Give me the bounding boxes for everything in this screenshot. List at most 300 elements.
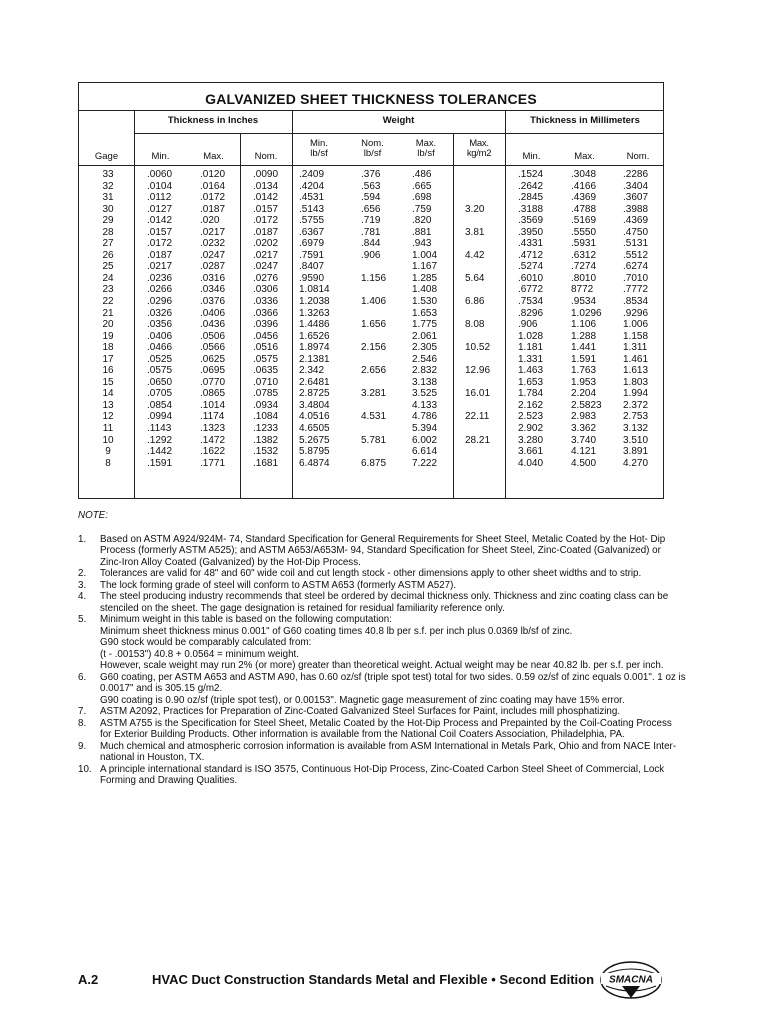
table-cell: .0090 <box>253 169 279 180</box>
table-cell: 3.4804 <box>299 399 330 411</box>
note-line: Tolerances are valid for 48" and 60" wide coil and cut length stock - other dimensions apply to other sheet widths and to strip. <box>100 568 642 579</box>
table-cell: 9 <box>105 446 111 458</box>
table-cell: .0436 <box>200 319 226 331</box>
table-cell: .4369 <box>571 192 597 204</box>
table-cell: 12 <box>102 411 114 423</box>
table-cell: 13 <box>102 399 114 411</box>
table-cell: 8.08 <box>465 319 485 331</box>
table-cell: .0276 <box>253 272 279 284</box>
table-cell: 3.510 <box>623 434 649 446</box>
table-cell: .8534 <box>623 296 649 308</box>
table-cell: .0127 <box>147 203 173 215</box>
table-cell: .5550 <box>571 226 597 238</box>
table-cell: 1.3263 <box>299 307 330 319</box>
table-cell: 23 <box>102 284 114 296</box>
group-header-weight: Weight <box>382 115 415 126</box>
table-cell: 2.6481 <box>299 376 330 388</box>
table-cell: .1442 <box>147 446 173 458</box>
column-weight-max-kg <box>465 169 505 469</box>
table-cell: 1.656 <box>361 319 387 331</box>
note-item <box>78 706 698 718</box>
table-cell: .1771 <box>200 457 226 469</box>
col-header-in-max: Max. <box>203 151 224 162</box>
table-cell: .0770 <box>200 376 226 388</box>
table-cell: 1.775 <box>412 319 438 331</box>
table-cell: 6.4874 <box>299 457 330 469</box>
table-cell <box>465 284 505 296</box>
thickness-table <box>78 82 664 499</box>
note-item <box>78 672 698 707</box>
table-cell: .0854 <box>147 399 173 411</box>
table-cell: 1.408 <box>412 284 438 296</box>
table-cell: .1681 <box>253 457 279 469</box>
table-cell: .0525 <box>147 353 173 365</box>
table-cell: 1.331 <box>518 353 544 365</box>
col-header-mm-nom: Nom. <box>626 151 650 162</box>
table-cell: .5931 <box>571 238 597 250</box>
table-cell: .0217 <box>147 261 173 273</box>
table-cell: .4369 <box>623 215 649 227</box>
table-cell: .9296 <box>623 307 649 319</box>
col-header-w-min <box>292 139 346 159</box>
table-cell: .0232 <box>200 238 226 250</box>
notes-section <box>78 510 698 787</box>
table-cell: .1233 <box>253 423 279 435</box>
table-cell: .0187 <box>253 226 279 238</box>
column-in-max <box>200 169 240 469</box>
column-mm-nom <box>623 169 665 469</box>
col-header-mm-max: Max. <box>574 151 595 162</box>
col-header-w-nom-line2: lb/sf <box>363 148 382 159</box>
table-cell: 8772 <box>571 284 594 296</box>
table-cell <box>465 215 505 227</box>
table-cell: 2.156 <box>361 342 387 354</box>
table-cell: 2.204 <box>571 388 597 400</box>
column-in-min <box>147 169 187 469</box>
note-item <box>78 741 698 764</box>
table-cell <box>361 354 399 366</box>
table-cell: .1014 <box>200 399 226 411</box>
table-cell: .0635 <box>253 365 279 377</box>
table-cell: .0376 <box>200 296 226 308</box>
table-cell: .0396 <box>253 319 279 331</box>
note-item <box>78 568 698 580</box>
table-cell: 2.5823 <box>571 399 602 411</box>
table-cell: .3988 <box>623 203 649 215</box>
col-header-w-nom <box>346 139 399 159</box>
table-cell: .0575 <box>147 365 173 377</box>
table-cell: .6979 <box>299 238 325 250</box>
table-cell: .759 <box>412 203 432 215</box>
table-cell: .3188 <box>518 203 544 215</box>
table-cell: .7534 <box>518 296 544 308</box>
table-cell: .0164 <box>200 180 226 192</box>
table-cell: 7.222 <box>412 457 438 469</box>
table-cell: 21 <box>102 307 114 319</box>
table-cell: .0994 <box>147 411 173 423</box>
table-cell: 4.270 <box>623 457 649 469</box>
table-cell: 1.653 <box>412 307 438 319</box>
table-cell: 5.781 <box>361 434 387 446</box>
table-cell: 3.20 <box>465 203 485 215</box>
table-cell <box>361 284 399 296</box>
table-cell: .0366 <box>253 307 279 319</box>
table-cell: .0710 <box>253 376 279 388</box>
table-cell: 2.162 <box>518 399 544 411</box>
table-cell <box>465 423 505 435</box>
table-cell: 1.994 <box>623 388 649 400</box>
note-line: Much chemical and atmospheric corrosion information is available from ASM International in Metals Park, Ohio and from NACE Inter- <box>100 740 677 752</box>
col-divider <box>505 110 506 498</box>
table-cell: .1591 <box>147 457 173 469</box>
table-cell: .6772 <box>518 284 544 296</box>
table-cell: 27 <box>102 238 114 250</box>
table-cell: .7274 <box>571 261 597 273</box>
table-cell: .7772 <box>623 284 649 296</box>
table-cell: .5169 <box>571 215 597 227</box>
col-header-w-min-line2: lb/sf <box>310 148 328 159</box>
table-cell: .563 <box>361 180 381 192</box>
table-cell: 5.2675 <box>299 434 330 446</box>
table-cell <box>361 423 399 435</box>
table-cell: .4531 <box>299 192 325 204</box>
table-cell: .2409 <box>299 169 325 180</box>
table-cell <box>465 458 505 470</box>
note-line: Zinc-Iron Alloy Coated (Galvanized) by the Hot-Dip Process. <box>100 556 361 568</box>
table-cell: .844 <box>361 238 381 250</box>
table-cell: 3.525 <box>412 388 438 400</box>
table-cell: 3.280 <box>518 434 544 446</box>
table-cell <box>465 354 505 366</box>
table-cell: 1.613 <box>623 365 649 377</box>
table-cell: .2286 <box>623 169 649 180</box>
table-cell: 3.891 <box>623 446 649 458</box>
table-cell: .7010 <box>623 272 649 284</box>
table-cell: .1472 <box>200 434 226 446</box>
note-line: The lock forming grade of steel will conform to ASTM A653 (formerly ASTM A527). <box>100 579 457 591</box>
table-cell <box>361 400 399 412</box>
table-cell: 24 <box>102 272 114 284</box>
note-line: The steel producing industry recommends that steel be ordered by decimal thickness only. Thickness and zinc coating class can be <box>100 591 669 602</box>
table-cell: 1.158 <box>623 330 649 342</box>
table-cell: .4712 <box>518 249 544 261</box>
column-weight-max <box>412 169 452 469</box>
table-cell: .0326 <box>147 307 173 319</box>
table-cell: .1084 <box>253 411 279 423</box>
table-cell: .1323 <box>200 423 226 435</box>
table-cell: .0406 <box>200 307 226 319</box>
notes-list <box>78 534 698 787</box>
note-item <box>78 591 698 614</box>
table-cell: 1.763 <box>571 365 597 377</box>
table-cell: .0104 <box>147 180 173 192</box>
note-line: Forming and Drawing Qualities. <box>100 775 238 786</box>
table-cell: .8010 <box>571 272 597 284</box>
table-cell: 1.803 <box>623 376 649 388</box>
table-cell <box>361 377 399 389</box>
table-cell: .0060 <box>147 169 173 180</box>
note-line: Minimum sheet thickness minus 0.001" of G60 coating times 40.8 lb per s.f. per inch plus 0.0369 lb/sf of zinc. <box>100 625 573 637</box>
note-line: national in Houston, TX. <box>100 752 205 763</box>
table-cell: 1.6526 <box>299 330 330 342</box>
table-cell: 1.028 <box>518 330 544 342</box>
table-cell: 17 <box>102 353 114 365</box>
note-number: 10. <box>78 763 92 775</box>
table-cell: .0506 <box>200 330 226 342</box>
table-cell: 2.902 <box>518 423 544 435</box>
table-cell: .820 <box>412 215 432 227</box>
table-cell: .698 <box>412 192 432 204</box>
notes-heading: NOTE: <box>78 510 108 521</box>
table-cell: 1.106 <box>571 319 597 331</box>
group-header-rule <box>134 133 663 134</box>
table-cell: .0142 <box>253 192 279 204</box>
table-cell: .0625 <box>200 353 226 365</box>
note-number: 9. <box>78 740 87 752</box>
note-number: 6. <box>78 671 87 683</box>
col-divider <box>453 133 454 498</box>
table-cell: 1.530 <box>412 296 438 308</box>
table-cell: 19 <box>102 330 114 342</box>
table-cell: 33 <box>102 169 114 180</box>
table-cell: .0187 <box>147 249 173 261</box>
table-cell: .020 <box>200 215 220 227</box>
table-cell: .0236 <box>147 272 173 284</box>
table-cell: .0172 <box>200 192 226 204</box>
table-cell: 3.81 <box>465 226 485 238</box>
table-cell: 4.0516 <box>299 411 330 423</box>
table-cell: .0316 <box>200 272 226 284</box>
table-cell: .5755 <box>299 215 325 227</box>
table-cell: .5512 <box>623 249 649 261</box>
table-cell: .486 <box>412 169 432 180</box>
table-cell: 2.753 <box>623 411 649 423</box>
table-cell: 11 <box>102 423 114 435</box>
page-number: A.2 <box>78 972 99 987</box>
note-line: stenciled on the sheet. The gage designation is retained for residual familiarity reference only. <box>100 602 505 614</box>
table-cell: .0172 <box>253 215 279 227</box>
table-cell: .0157 <box>253 203 279 215</box>
table-cell <box>465 181 505 193</box>
table-cell: .781 <box>361 226 381 238</box>
table-cell: 3.740 <box>571 434 597 446</box>
table-cell <box>465 169 505 181</box>
col-header-w-max <box>399 139 453 159</box>
table-cell: 22.11 <box>465 411 490 423</box>
col-header-w-maxkg-line1: Max. <box>469 138 489 149</box>
table-cell: .3404 <box>623 180 649 192</box>
table-cell: 25 <box>102 261 114 273</box>
table-cell: 2.342 <box>299 365 325 377</box>
note-line: A principle international standard is ISO 3575, Continuous Hot-Dip Process, Zinc-Coated Carbon Steel Sheet of Commercial, Lock <box>100 763 665 775</box>
table-cell: 1.591 <box>571 353 597 365</box>
column-weight-nom <box>361 169 399 469</box>
table-cell: .4204 <box>299 180 325 192</box>
table-cell: .0346 <box>200 284 226 296</box>
table-cell: 20 <box>102 319 114 331</box>
table-cell: 2.523 <box>518 411 544 423</box>
note-line: ASTM A755 is the Specification for Steel Sheet, Metalic Coated by the Hot-Dip Process and Prepainted by the Coil-Coating Process <box>100 717 672 729</box>
smacna-logo <box>598 960 664 1000</box>
table-cell <box>465 192 505 204</box>
table-cell: 30 <box>102 203 114 215</box>
table-cell: .8296 <box>518 307 544 319</box>
table-cell: 1.156 <box>361 272 387 284</box>
table-cell: 29 <box>102 215 114 227</box>
table-cell: .665 <box>412 180 432 192</box>
table-cell: 2.832 <box>412 365 438 377</box>
table-cell: 4.040 <box>518 457 544 469</box>
note-line: G90 stock would be comparably calculated from: <box>100 637 312 648</box>
table-cell: .3569 <box>518 215 544 227</box>
table-cell: .1143 <box>147 423 172 435</box>
table-cell: 10.52 <box>465 342 491 354</box>
table-cell: .0112 <box>147 192 172 204</box>
table-cell: .0202 <box>253 238 279 250</box>
table-cell: 3.281 <box>361 388 387 400</box>
table-cell: .0575 <box>253 353 279 365</box>
note-item <box>78 534 698 569</box>
col-header-w-max-line2: lb/sf <box>417 148 435 159</box>
col-header-in-nom: Nom. <box>254 151 278 162</box>
title-rule <box>79 110 663 111</box>
table-cell <box>465 308 505 320</box>
table-cell: .4166 <box>571 180 597 192</box>
table-cell: .0356 <box>147 319 173 331</box>
col-header-w-max-line1: Max. <box>415 138 437 149</box>
table-cell: .0142 <box>147 215 173 227</box>
table-cell: .6312 <box>571 249 597 261</box>
table-cell: 31 <box>102 192 114 204</box>
table-cell: 3.362 <box>571 423 597 435</box>
table-cell <box>465 331 505 343</box>
table-cell: .0406 <box>147 330 173 342</box>
note-number: 2. <box>78 568 87 579</box>
logo-lettering: SMACNA <box>609 974 653 986</box>
table-cell: 1.8974 <box>299 342 330 354</box>
table-cell <box>465 261 505 273</box>
table-cell: 1.653 <box>518 376 544 388</box>
col-header-gage: Gage <box>94 151 119 162</box>
note-number: 8. <box>78 717 87 729</box>
column-mm-max <box>571 169 611 469</box>
table-cell: 6.86 <box>465 296 485 308</box>
table-cell: .9534 <box>571 296 597 308</box>
note-line: Minimum weight in this table is based on the following computation: <box>100 614 392 625</box>
table-cell: .0306 <box>253 284 279 296</box>
table-cell: 1.4486 <box>299 319 330 331</box>
table-cell: .4788 <box>571 203 597 215</box>
table-cell: 6.002 <box>412 434 438 446</box>
table-cell <box>465 377 505 389</box>
table-cell: .943 <box>412 238 432 250</box>
table-cell: .5143 <box>299 203 325 215</box>
table-cell: .0695 <box>200 365 226 377</box>
table-title: GALVANIZED SHEET THICKNESS TOLERANCES <box>205 91 537 107</box>
table-cell: 16 <box>102 365 114 377</box>
table-cell: .0287 <box>200 261 226 273</box>
table-cell: 4.121 <box>571 446 597 458</box>
table-cell: 1.784 <box>518 388 544 400</box>
table-cell: .594 <box>361 192 381 204</box>
table-cell: .3950 <box>518 226 544 238</box>
table-cell: 1.004 <box>412 249 438 261</box>
table-cell: .5274 <box>518 261 544 273</box>
group-header-inches: Thickness in Inches <box>167 115 259 126</box>
table-cell <box>361 331 399 343</box>
table-cell: 15 <box>102 376 114 388</box>
table-cell: .5131 <box>623 238 649 250</box>
note-line: Process (formerly ASTM A525); and ASTM A653/A653M- 94, Standard Specification for Sheet Steel, Zinc-Coated (Galvanized) or <box>100 545 661 556</box>
column-in-nom <box>253 169 293 469</box>
table-cell: .6010 <box>518 272 544 284</box>
col-header-in-min: Min. <box>151 151 170 162</box>
table-cell: 2.1381 <box>299 353 330 365</box>
table-cell: 2.546 <box>412 353 438 365</box>
column-gage <box>95 169 121 469</box>
table-cell <box>361 308 399 320</box>
table-cell: 28.21 <box>465 434 491 446</box>
table-cell: 1.167 <box>412 261 438 273</box>
table-cell: .6367 <box>299 226 325 238</box>
table-cell: .0217 <box>253 249 279 261</box>
table-cell: 28 <box>102 226 114 238</box>
note-line: G90 coating is 0.90 oz/sf (triple spot test), or 0.00153". Magnetic gage measurement of zinc coating may have 15% error. <box>100 694 625 706</box>
note-line: 0.0017" and is 305.15 g/m2. <box>100 683 223 694</box>
footer-title: HVAC Duct Construction Standards Metal and Flexible • Second Edition <box>152 972 595 987</box>
table-cell: 18 <box>102 342 114 354</box>
table-cell: .3607 <box>623 192 649 204</box>
table-cell: 6.614 <box>412 446 438 458</box>
table-cell: .0296 <box>147 296 173 308</box>
table-cell: .719 <box>361 215 381 227</box>
col-header-w-nom-line1: Nom. <box>361 138 384 149</box>
table-cell: .0134 <box>253 180 279 192</box>
table-cell: 4.133 <box>412 399 438 411</box>
table-cell: 1.461 <box>623 353 649 365</box>
note-number: 1. <box>78 533 87 545</box>
note-line: Based on ASTM A924/924M- 74, Standard Specification for General Requirements for Sheet Steel, Metalic Coated by the Hot- Dip <box>100 533 666 545</box>
table-cell: .0172 <box>147 238 173 250</box>
table-cell: .0466 <box>147 342 173 354</box>
note-item <box>78 718 698 741</box>
table-cell <box>361 261 399 273</box>
note-number: 4. <box>78 591 87 602</box>
table-cell: .4750 <box>623 226 649 238</box>
table-cell: 4.531 <box>361 411 387 423</box>
table-cell: .0120 <box>200 169 226 180</box>
col-divider <box>240 133 241 498</box>
header-bottom-rule <box>79 165 663 166</box>
table-cell: .0705 <box>147 388 173 400</box>
table-cell: 4.6505 <box>299 423 330 435</box>
note-number: 7. <box>78 706 87 717</box>
table-cell: .0865 <box>200 388 226 400</box>
table-cell: 5.8795 <box>299 446 330 458</box>
table-cell: .906 <box>518 319 538 331</box>
table-cell: .1622 <box>200 446 226 458</box>
table-cell: 1.441 <box>571 342 597 354</box>
table-cell: .0456 <box>253 330 279 342</box>
table-cell: 3.138 <box>412 376 438 388</box>
table-cell <box>465 446 505 458</box>
table-cell: .0785 <box>253 388 279 400</box>
table-cell: .0217 <box>200 226 226 238</box>
note-number: 5. <box>78 614 87 625</box>
table-cell: 1.2038 <box>299 296 330 308</box>
table-cell: 2.372 <box>623 399 649 411</box>
table-cell: 1.0296 <box>571 307 602 319</box>
